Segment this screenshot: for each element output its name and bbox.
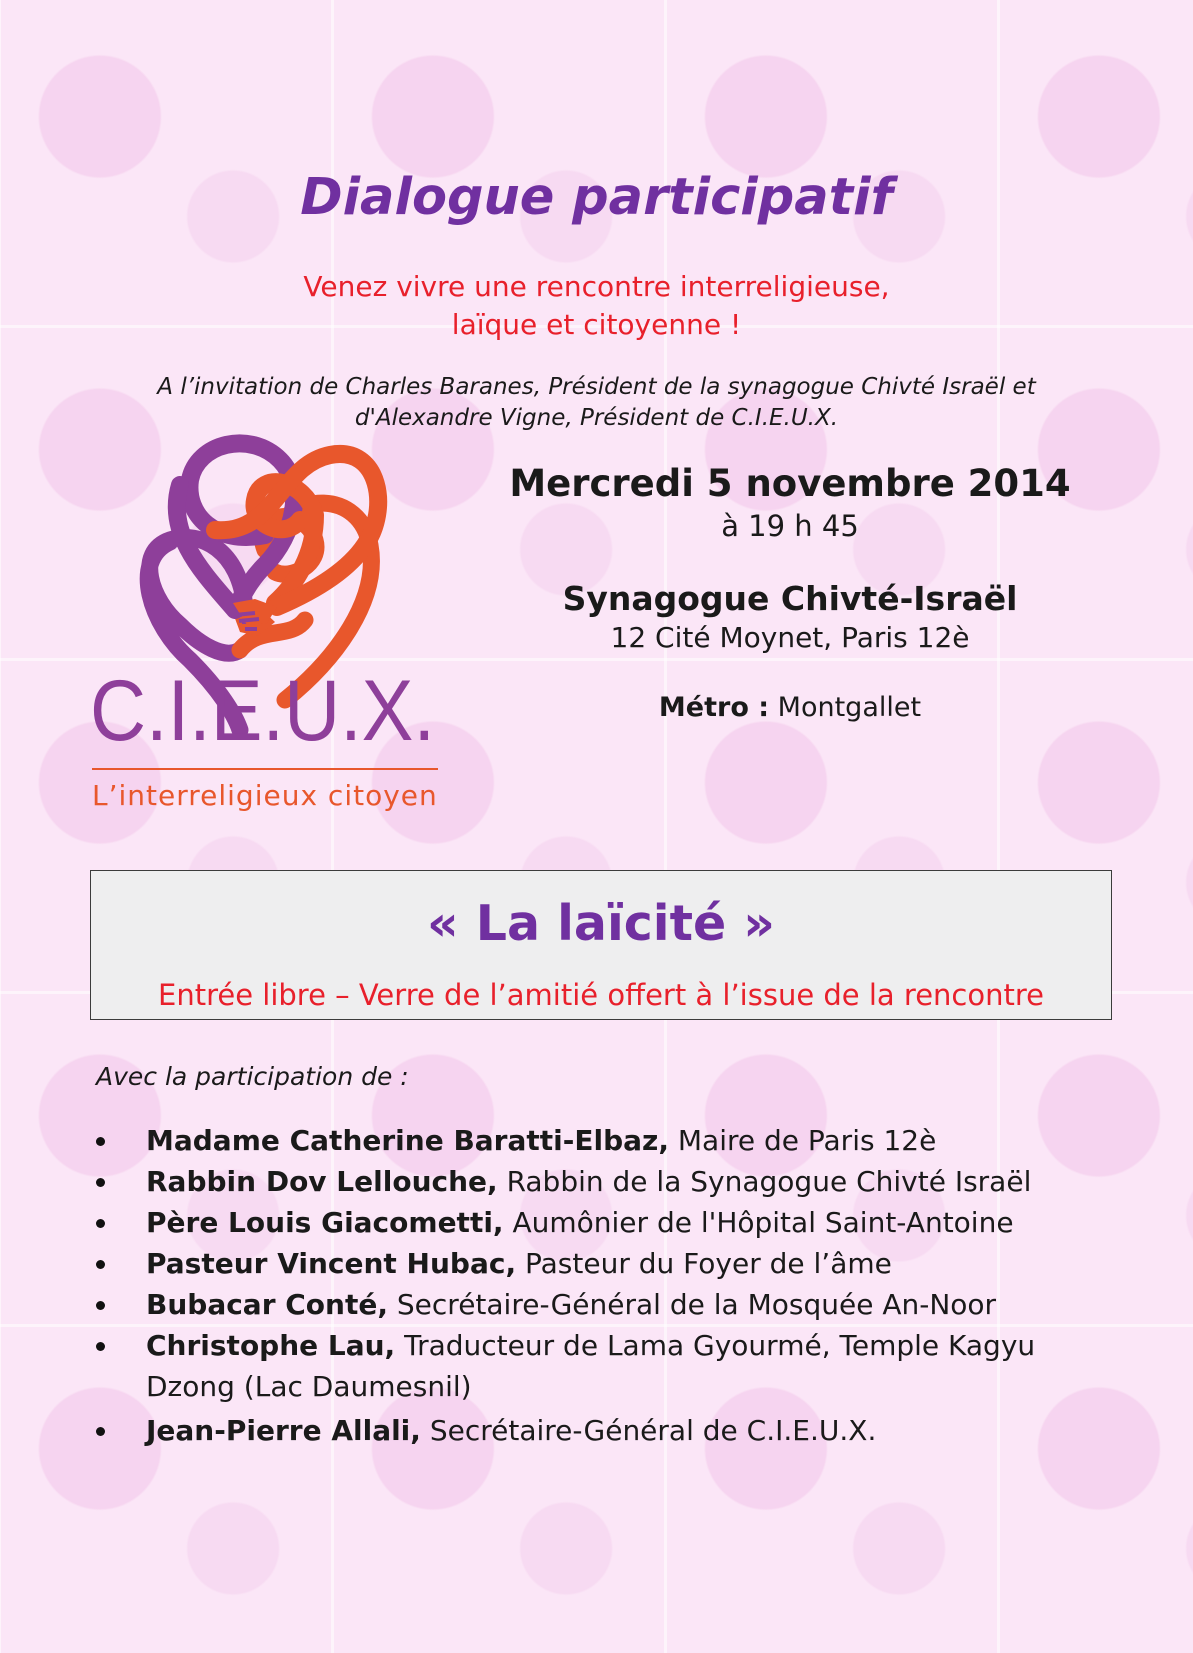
participant-name: Christophe Lau,	[146, 1329, 396, 1362]
event-address: 12 Cité Moynet, Paris 12è	[610, 621, 970, 654]
flyer-title: Dialogue participatif	[300, 168, 893, 227]
flyer-subtitle	[0, 268, 1193, 344]
cieux-wordmark	[90, 678, 440, 750]
invitation-line-2: d'Alexandre Vigne, Président de C.I.E.U.X.	[354, 405, 839, 431]
entree-note: Entrée libre – Verre de l’amitié offert à l’issue de la rencontre	[158, 978, 1044, 1012]
logo-tagline: L’interreligieux citoyen	[92, 779, 438, 812]
participants-list	[95, 1120, 1095, 1451]
participant-name: Madame Catherine Baratti-Elbaz,	[146, 1124, 669, 1157]
participant-role: Pasteur du Foyer de l’âme	[525, 1247, 892, 1280]
event-venue: Synagogue Chivté-Israël	[562, 579, 1018, 618]
list-item	[95, 1202, 1095, 1243]
cieux-wordmark-graphic	[90, 678, 440, 750]
event-metro	[490, 689, 1090, 727]
svg-text:C.I.E.U.X.: C.I.E.U.X.	[90, 678, 435, 750]
metro-value: Montgallet	[777, 692, 922, 723]
list-item	[95, 1284, 1095, 1325]
list-item	[95, 1161, 1095, 1202]
participant-name: Pasteur Vincent Hubac,	[146, 1247, 517, 1280]
event-time: à 19 h 45	[721, 509, 859, 543]
topic-title: « La laïcité »	[427, 895, 775, 952]
metro-label: Métro :	[658, 692, 770, 723]
participant-role: Traducteur de Lama Gyourmé, Temple Kagyu Dzong (Lac Daumesnil)	[146, 1329, 1036, 1403]
event-date: Mercredi 5 novembre 2014	[509, 462, 1071, 505]
list-item	[95, 1410, 1095, 1451]
participant-name: Bubacar Conté,	[146, 1288, 388, 1321]
participant-role: Maire de Paris 12è	[677, 1124, 937, 1157]
participants-heading: Avec la participation de :	[96, 1062, 409, 1091]
list-item	[95, 1325, 1095, 1407]
logo-divider	[92, 768, 438, 770]
cieux-heart-icon	[155, 425, 395, 665]
participant-role: Secrétaire-Général de la Mosquée An-Noor	[396, 1288, 997, 1321]
participant-role: Secrétaire-Général de C.I.E.U.X.	[429, 1414, 877, 1447]
subtitle-line-1: Venez vivre une rencontre interreligieuse,	[303, 270, 890, 303]
list-item	[95, 1243, 1095, 1284]
participant-name: Rabbin Dov Lellouche,	[146, 1165, 498, 1198]
participant-role: Aumônier de l'Hôpital Saint-Antoine	[512, 1206, 1014, 1239]
subtitle-line-2: laïque et citoyenne !	[451, 308, 742, 341]
participant-name: Père Louis Giacometti,	[146, 1206, 504, 1239]
participant-role: Rabbin de la Synagogue Chivté Israël	[506, 1165, 1032, 1198]
event-details	[490, 462, 1090, 727]
list-item	[95, 1120, 1095, 1161]
topic-box	[90, 870, 1112, 1020]
participant-name: Jean-Pierre Allali,	[146, 1414, 421, 1447]
invitation-line-1: A l’invitation de Charles Baranes, Président de la synagogue Chivté Israël et	[157, 374, 1036, 400]
